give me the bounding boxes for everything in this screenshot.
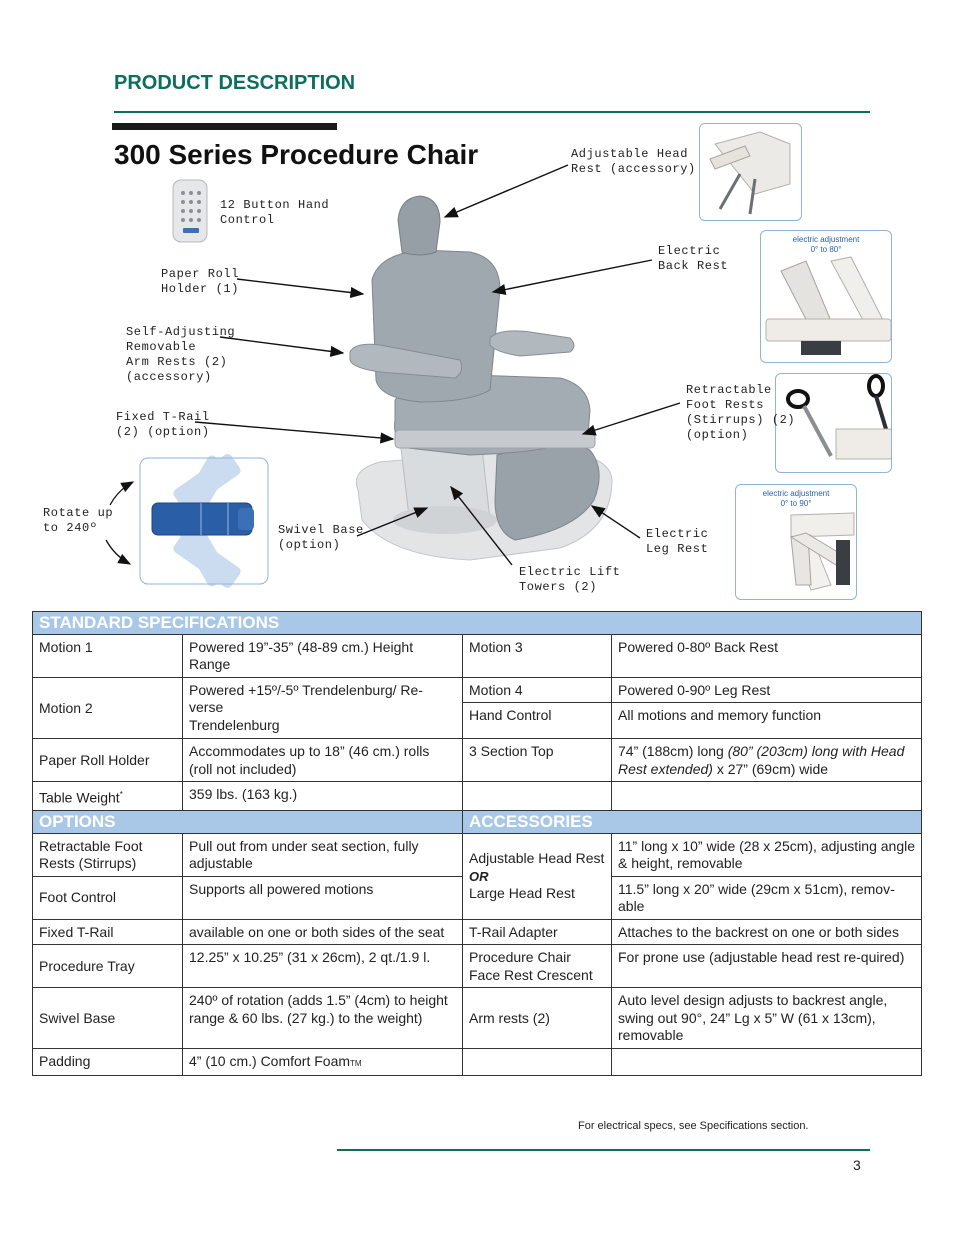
rotate-label: Rotate up to 240º xyxy=(43,506,114,535)
section-title: PRODUCT DESCRIPTION xyxy=(114,72,356,94)
option-label: Swivel Base xyxy=(33,988,183,1049)
empty-cell xyxy=(612,1048,922,1076)
head-rest-accessory-b: Large Head Rest xyxy=(469,885,575,902)
table-row xyxy=(33,1048,922,1076)
motion4-value: Powered 0-90º Leg Rest xyxy=(612,677,922,703)
table-row xyxy=(33,739,922,782)
top-value-b: x 27” (69cm) wide xyxy=(712,760,829,777)
lift-towers-label: Electric Lift Towers (2) xyxy=(519,565,621,594)
page-title: 300 Series Procedure Chair xyxy=(114,139,479,170)
motion1-label: Motion 1 xyxy=(33,634,183,677)
option-value: Supports all powered motions xyxy=(183,876,463,919)
head-rest-accessory-or: OR xyxy=(469,868,489,884)
leg-rest-label: Electric Leg Rest xyxy=(646,527,709,556)
table-row xyxy=(33,833,922,876)
empty-cell xyxy=(463,1048,612,1076)
option-label: Retractable Foot Rests (Stirrups) xyxy=(33,833,183,876)
motion3-value: Powered 0-80º Back Rest xyxy=(612,634,922,677)
top-value-italic: (80” (203cm) long with Head Rest extended) xyxy=(618,743,905,777)
standard-specs-header: STANDARD SPECIFICATIONS xyxy=(33,612,922,635)
motion4-label: Motion 4 xyxy=(463,677,612,703)
standard-specs-header-row xyxy=(33,612,922,635)
table-row xyxy=(33,919,922,945)
hand-control-label: 12 Button Hand Control xyxy=(220,198,330,227)
motion1-value: Powered 19”-35” (48-89 cm.) Height Range xyxy=(183,634,463,677)
bottom-rule xyxy=(337,1149,870,1151)
motion2-value xyxy=(183,677,463,739)
option-value: Pull out from under seat section, fully adjustable xyxy=(183,833,463,876)
option-label: Foot Control xyxy=(33,876,183,919)
table-weight-asterisk: * xyxy=(119,790,123,799)
back-rest-label: Electric Back Rest xyxy=(658,244,729,273)
hand-control-image xyxy=(173,180,207,242)
top-label: 3 Section Top xyxy=(463,739,612,782)
back-rest-caption: electric adjustment 0° to 80° xyxy=(792,235,860,254)
option-value xyxy=(183,1048,463,1076)
crescent-value: For prone use (adjustable head rest re-quired) xyxy=(612,945,922,988)
leg-rest-caption: electric adjustment 0° to 90° xyxy=(762,489,830,508)
head-rest-accessory-value-a: 11” long x 10” wide (28 x 25cm), adjusting angle & height, removable xyxy=(612,833,922,876)
head-rest-label: Adjustable Head Rest (accessory) xyxy=(571,147,696,176)
head-rest-thumbnail xyxy=(699,123,802,221)
table-row xyxy=(33,782,922,811)
head-rest-accessory-label xyxy=(463,833,612,919)
footnote: For electrical specs, see Specifications section. xyxy=(578,1120,809,1132)
table-row xyxy=(33,634,922,677)
arm-rests-label: Arm rests (2) xyxy=(463,988,612,1049)
paper-roll-label: Paper Roll Holder (1) xyxy=(161,267,240,296)
motion2-value-line2: Trendelenburg xyxy=(189,716,280,733)
table-row xyxy=(33,988,922,1049)
back-rest-thumbnail xyxy=(760,230,892,363)
empty-cell xyxy=(463,782,612,811)
padding-value-text: 4” (10 cm.) Comfort Foam xyxy=(189,1052,351,1069)
swivel-base-label: Swivel Base (option) xyxy=(278,523,364,552)
options-header: OPTIONS xyxy=(33,811,463,834)
paper-roll-value: Accommodates up to 18” (46 cm.) rolls (roll not included) xyxy=(183,739,463,782)
option-value: 12.25” x 10.25” (31 x 26cm), 2 qt./1.9 l. xyxy=(183,945,463,988)
t-rail-label: Fixed T-Rail (2) (option) xyxy=(116,410,210,439)
option-value: 240º of rotation (adds 1.5” (4cm) to height range & 60 lbs. (27 kg.) to the weight) xyxy=(183,988,463,1049)
motion3-label: Motion 3 xyxy=(463,634,612,677)
page-number: 3 xyxy=(853,1157,861,1173)
table-weight-text: Table Weight xyxy=(39,789,120,806)
option-value: available on one or both sides of the seat xyxy=(183,919,463,945)
trademark-mark: TM xyxy=(350,1058,362,1068)
table-row xyxy=(33,677,922,703)
foot-rests-label: Retractable Foot Rests (Stirrups) (2) (option) xyxy=(686,383,796,442)
table-row xyxy=(33,945,922,988)
arm-rests-value: Auto level design adjusts to backrest angle, swing out 90°, 24” Lg x 5” W (61 x 13cm), removable xyxy=(612,988,922,1049)
top-value-a: 74” (188cm) long xyxy=(618,743,728,759)
table-weight-label xyxy=(33,782,183,811)
accessories-header: ACCESSORIES xyxy=(463,811,922,834)
option-label: Fixed T-Rail xyxy=(33,919,183,945)
top-value xyxy=(612,739,922,782)
option-label: Procedure Tray xyxy=(33,945,183,988)
leg-rest-thumbnail xyxy=(735,484,857,600)
empty-cell xyxy=(612,782,922,811)
hand-control-label: Hand Control xyxy=(463,703,612,739)
motion2-label: Motion 2 xyxy=(33,677,183,739)
arm-rests-label: Self-Adjusting Removable Arm Rests (2) (accessory) xyxy=(126,325,236,384)
table-weight-value: 359 lbs. (163 kg.) xyxy=(183,782,463,811)
hand-control-value: All motions and memory function xyxy=(612,703,922,739)
paper-roll-label: Paper Roll Holder xyxy=(33,739,183,782)
t-rail-adapter-value: Attaches to the backrest on one or both sides xyxy=(612,919,922,945)
head-rest-accessory-a: Adjustable Head Rest xyxy=(469,850,605,867)
option-label: Padding xyxy=(33,1048,183,1076)
t-rail-adapter-label: T-Rail Adapter xyxy=(463,919,612,945)
specifications-table xyxy=(32,611,922,1076)
head-rest-accessory-value-b: 11.5” long x 20” wide (29cm x 51cm), remov-able xyxy=(612,876,922,919)
options-accessories-header-row xyxy=(33,811,922,834)
crescent-label: Procedure Chair Face Rest Crescent xyxy=(463,945,612,988)
motion2-value-line1: Powered +15º/-5º Trendelenburg/ Re-verse xyxy=(189,681,423,715)
